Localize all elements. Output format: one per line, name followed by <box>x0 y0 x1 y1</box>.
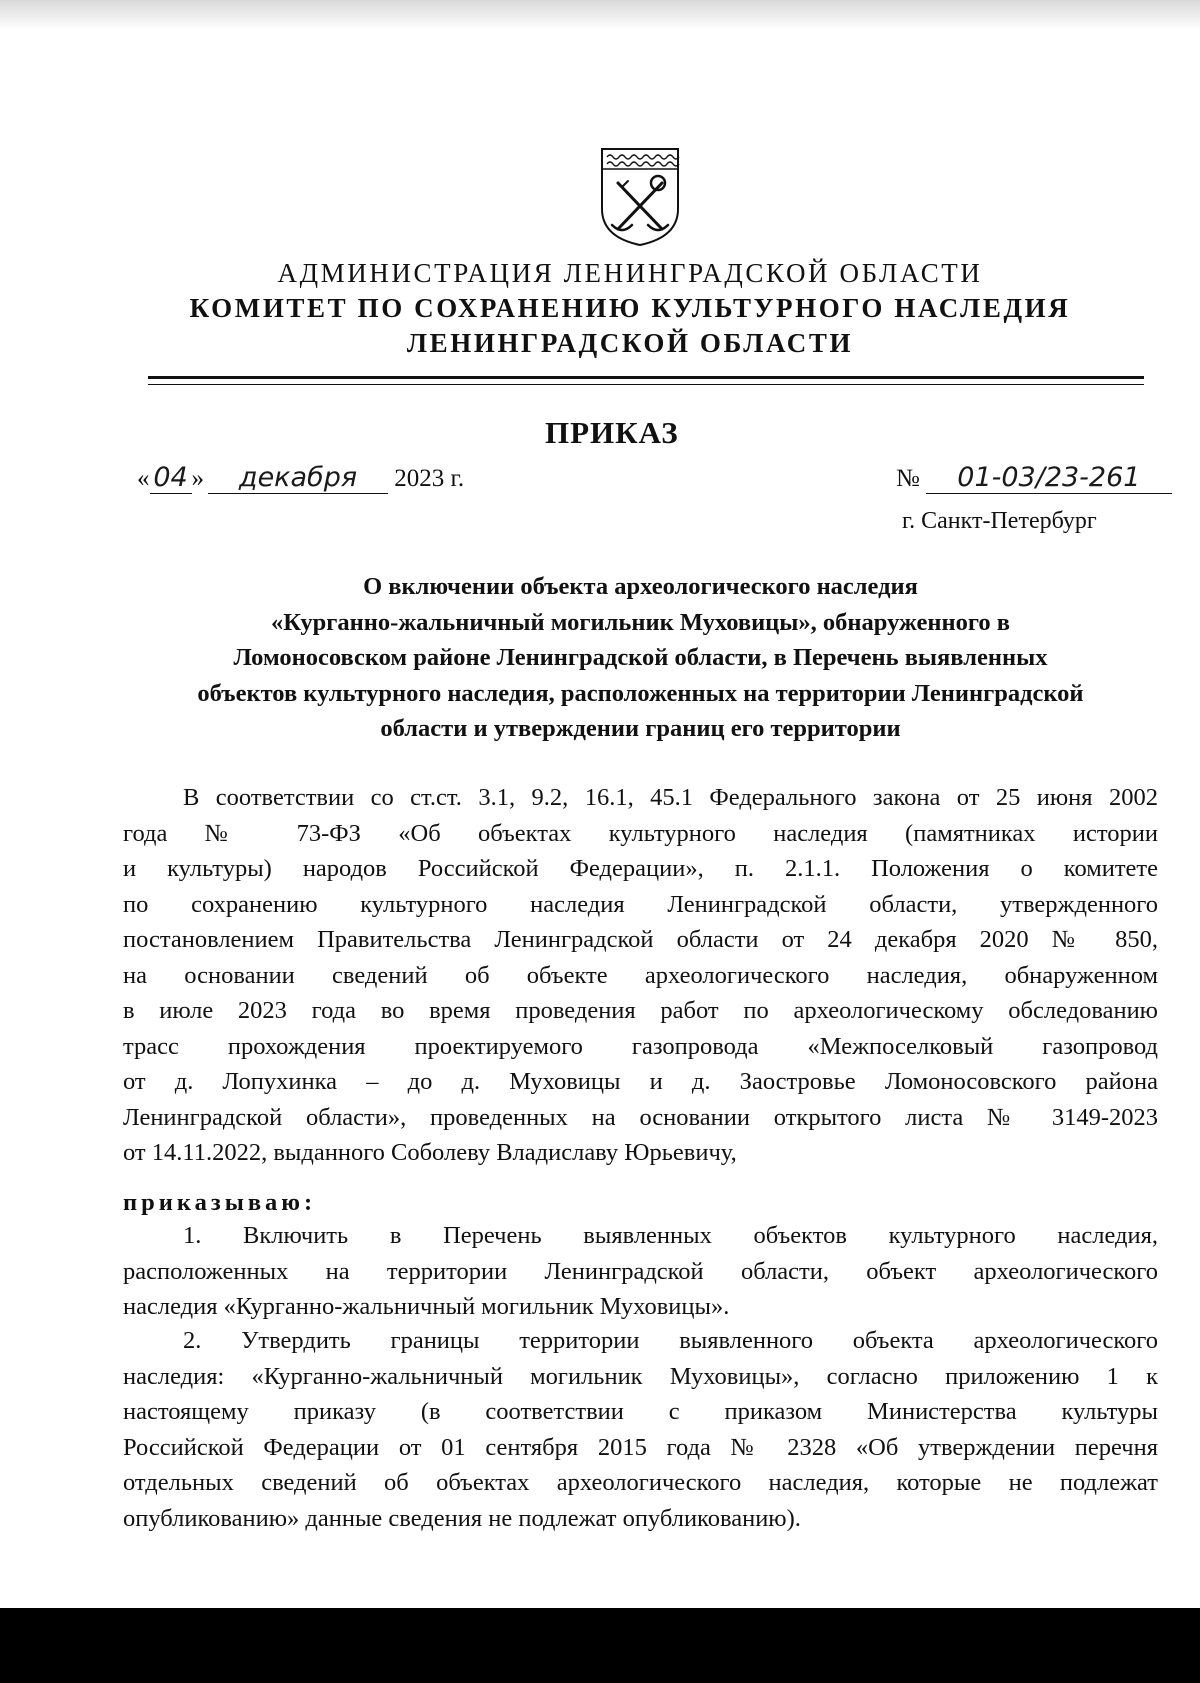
subject-line: области и утверждении границ его территории <box>380 715 901 742</box>
paragraph-line: по сохранению культурного наследия Ленинградской области, утвержденного <box>123 890 1158 918</box>
preamble-paragraph <box>123 780 1158 1171</box>
date-month-handwritten: декабря <box>208 462 388 494</box>
order-item-1 <box>123 1218 1158 1325</box>
scan-edge-shadow <box>0 0 1200 30</box>
paragraph-line: на основании сведений об объекте археологического наследия, обнаруженном <box>123 961 1158 989</box>
document-title: ПРИКАЗ <box>545 415 679 450</box>
paragraph-line: наследия: «Курганно-жальничный могильник Муховицы», согласно приложению 1 к <box>123 1362 1158 1390</box>
paragraph-line: расположенных на территории Ленинградской области, объект археологического <box>123 1257 1158 1285</box>
paragraph-line: года № 73-ФЗ «Об объектах культурного наследия (памятниках истории <box>123 819 1158 847</box>
number-handwritten: 01-03/23-261 <box>926 462 1172 494</box>
header-rule-thick <box>148 376 1144 379</box>
number-prefix: № <box>896 465 920 492</box>
paragraph-line: от д. Лопухинка – до д. Муховицы и д. Заостровье Ломоносовского района <box>123 1068 1158 1095</box>
paragraph-line: В соответствии со ст.ст. 3.1, 9.2, 16.1, 45.1 Федерального закона от 25 июня 2002 <box>183 784 1158 811</box>
paragraph-line: постановлением Правительства Ленинградской области от 24 декабря 2020 № 850, <box>123 926 1158 953</box>
paragraph-line: трасс прохождения проектируемого газопровода «Межпоселковый газопровод <box>123 1032 1158 1060</box>
paragraph-line: Российской Федерации от 01 сентября 2015 года № 2328 «Об утверждении перечня <box>123 1433 1158 1461</box>
paragraph-line: от 14.11.2022, выданного Соболеву Владиславу Юрьевичу, <box>123 1139 737 1166</box>
scan-bottom-edge <box>0 1608 1200 1683</box>
date-quote-close: » <box>191 465 204 492</box>
paragraph-line: отдельных сведений об объектах археологического наследия, которые не подлежат <box>123 1469 1158 1496</box>
order-number <box>896 462 1172 494</box>
paragraph-line: 2. Утвердить границы территории выявленного объекта археологического <box>183 1327 1158 1354</box>
paragraph-line: настоящему приказу (в соответствии с приказом Министерства культуры <box>123 1398 1158 1425</box>
paragraph-line: и культуры) народов Российской Федерации», п. 2.1.1. Положения о комитете <box>123 855 1158 882</box>
date-quote-open: « <box>137 465 150 492</box>
subject-line: О включении объекта археологического наследия <box>363 573 918 600</box>
subject-line: Ломоносовском районе Ленинградской области, в Перечень выявленных <box>233 644 1048 671</box>
subject-line: объектов культурного наследия, расположенных на территории Ленинградской <box>197 679 1084 707</box>
order-word: приказываю: <box>123 1189 317 1216</box>
org-name-line1: АДМИНИСТРАЦИЯ ЛЕНИНГРАДСКОЙ ОБЛАСТИ <box>277 258 983 288</box>
paragraph-line: 1. Включить в Перечень выявленных объектов культурного наследия, <box>183 1222 1158 1249</box>
order-subject <box>123 569 1158 747</box>
order-city: г. Санкт-Петербург <box>902 508 1097 534</box>
org-name-line3: ЛЕНИНГРАДСКОЙ ОБЛАСТИ <box>406 328 854 358</box>
date-day-handwritten: 04 <box>150 462 192 494</box>
paragraph-line: в июле 2023 года во время проведения работ по археологическому обследованию <box>123 997 1158 1024</box>
subject-line: «Курганно-жальничный могильник Муховицы», обнаруженного в <box>271 608 1010 636</box>
coat-of-arms-icon <box>598 143 682 247</box>
paragraph-line: Ленинградской области», проведенных на основании открытого листа № 3149-2023 <box>123 1103 1158 1131</box>
order-date <box>137 462 464 494</box>
paragraph-line: опубликованию» данные сведения не подлежат опубликованию). <box>123 1504 801 1532</box>
paragraph-line: наследия «Курганно-жальничный могильник Муховицы». <box>123 1293 730 1320</box>
header-rule-thin <box>148 384 1144 385</box>
date-year: 2023 г. <box>394 465 465 492</box>
order-item-2 <box>123 1323 1158 1536</box>
org-name-line2: КОМИТЕТ ПО СОХРАНЕНИЮ КУЛЬТУРНОГО НАСЛЕДИЯ <box>189 293 1071 323</box>
